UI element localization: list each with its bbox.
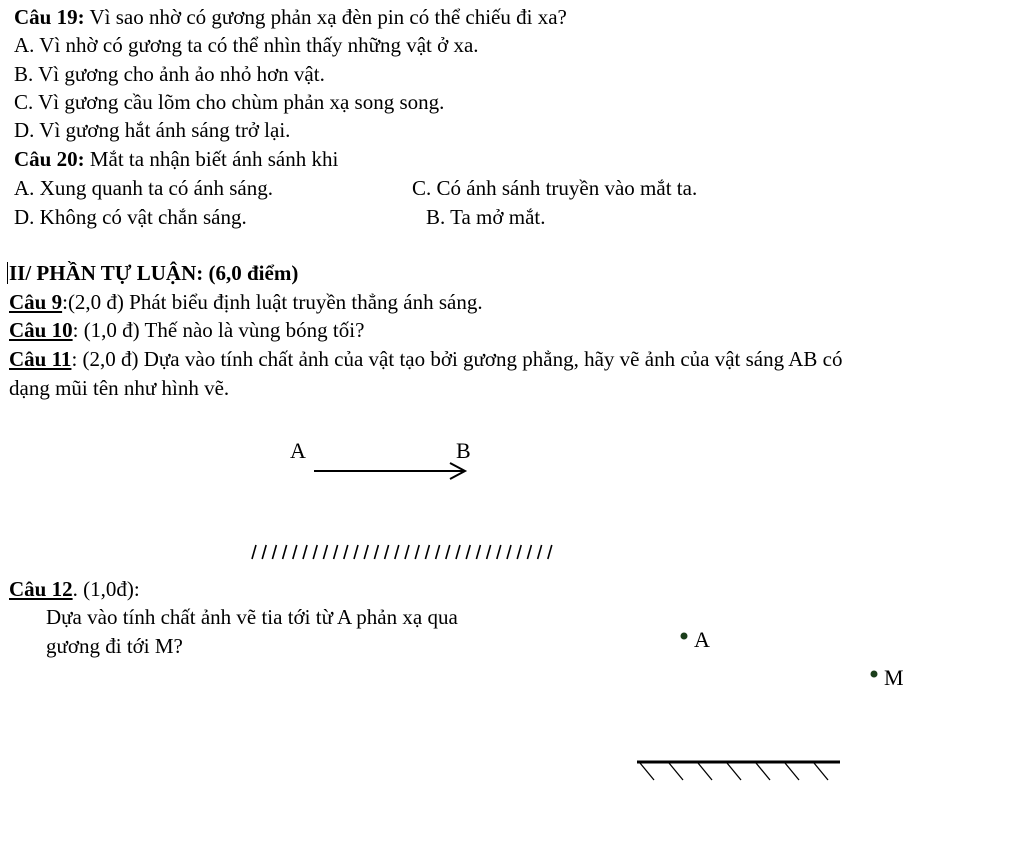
q19-text: Vì sao nhờ có gương phản xạ đèn pin có thể chiếu đi xa? — [84, 5, 567, 29]
q12-text-line2: gương đi tới M? — [46, 634, 183, 658]
q11-text: : (2,0 đ) Dựa vào tính chất ảnh của vật tạo bởi gương phẳng, hãy vẽ ảnh của vật sáng AB có — [71, 347, 843, 371]
q20-label: Câu 20: — [14, 147, 85, 171]
q10-label: Câu 10 — [9, 318, 73, 342]
q9-label: Câu 9 — [9, 290, 63, 314]
q19-option-c: C. Vì gương cầu lõm cho chùm phản xạ song song. — [14, 90, 445, 114]
hatch-mark — [727, 763, 741, 780]
point-m-dot — [871, 671, 878, 678]
q11-label: Câu 11 — [9, 347, 72, 371]
q12-score: . (1,0đ): — [72, 577, 140, 601]
point-b-label: B — [456, 438, 471, 463]
q20-option-a: A. Xung quanh ta có ánh sáng. — [14, 176, 273, 200]
q19-option-b: B. Vì gương cho ảnh ảo nhỏ hơn vật. — [14, 62, 325, 86]
mirror2-hatching — [640, 763, 828, 780]
q19-option-a: A. Vì nhờ có gương ta có thể nhìn thấy những vật ở xa. — [14, 33, 479, 57]
q20-option-d: D. Không có vật chắn sáng. — [14, 205, 247, 229]
q11-text-continued: dạng mũi tên như hình vẽ. — [9, 376, 230, 400]
q12-text-line1: Dựa vào tính chất ảnh vẽ tia tới từ A phản xạ qua — [46, 605, 458, 629]
q20-option-b: B. Ta mở mắt. — [426, 205, 546, 229]
hatch-mark — [669, 763, 683, 780]
q12-label: Câu 12 — [9, 577, 73, 601]
q19-option-d: D. Vì gương hắt ánh sáng trở lại. — [14, 118, 291, 142]
q20-text: Mắt ta nhận biết ánh sánh khi — [84, 147, 339, 171]
point-m-label: M — [884, 665, 904, 690]
hatch-mark — [785, 763, 799, 780]
q9-text: :(2,0 đ) Phát biểu định luật truyền thẳng ánh sáng. — [62, 290, 483, 314]
point-a-dot — [681, 633, 688, 640]
hatch-mark — [756, 763, 770, 780]
point-a2-label: A — [694, 627, 710, 652]
q20-option-c: C. Có ánh sánh truyền vào mắt ta. — [412, 176, 698, 200]
hatch-mark — [698, 763, 712, 780]
point-a-label: A — [290, 438, 306, 463]
q19-label: Câu 19: — [14, 5, 85, 29]
q10-text: : (1,0 đ) Thế nào là vùng bóng tối? — [72, 318, 365, 342]
section-title-text: II/ PHẦN TỰ LUẬN: (6,0 điểm) — [9, 261, 299, 285]
hatch-mark — [814, 763, 828, 780]
hatch-mark — [640, 763, 654, 780]
